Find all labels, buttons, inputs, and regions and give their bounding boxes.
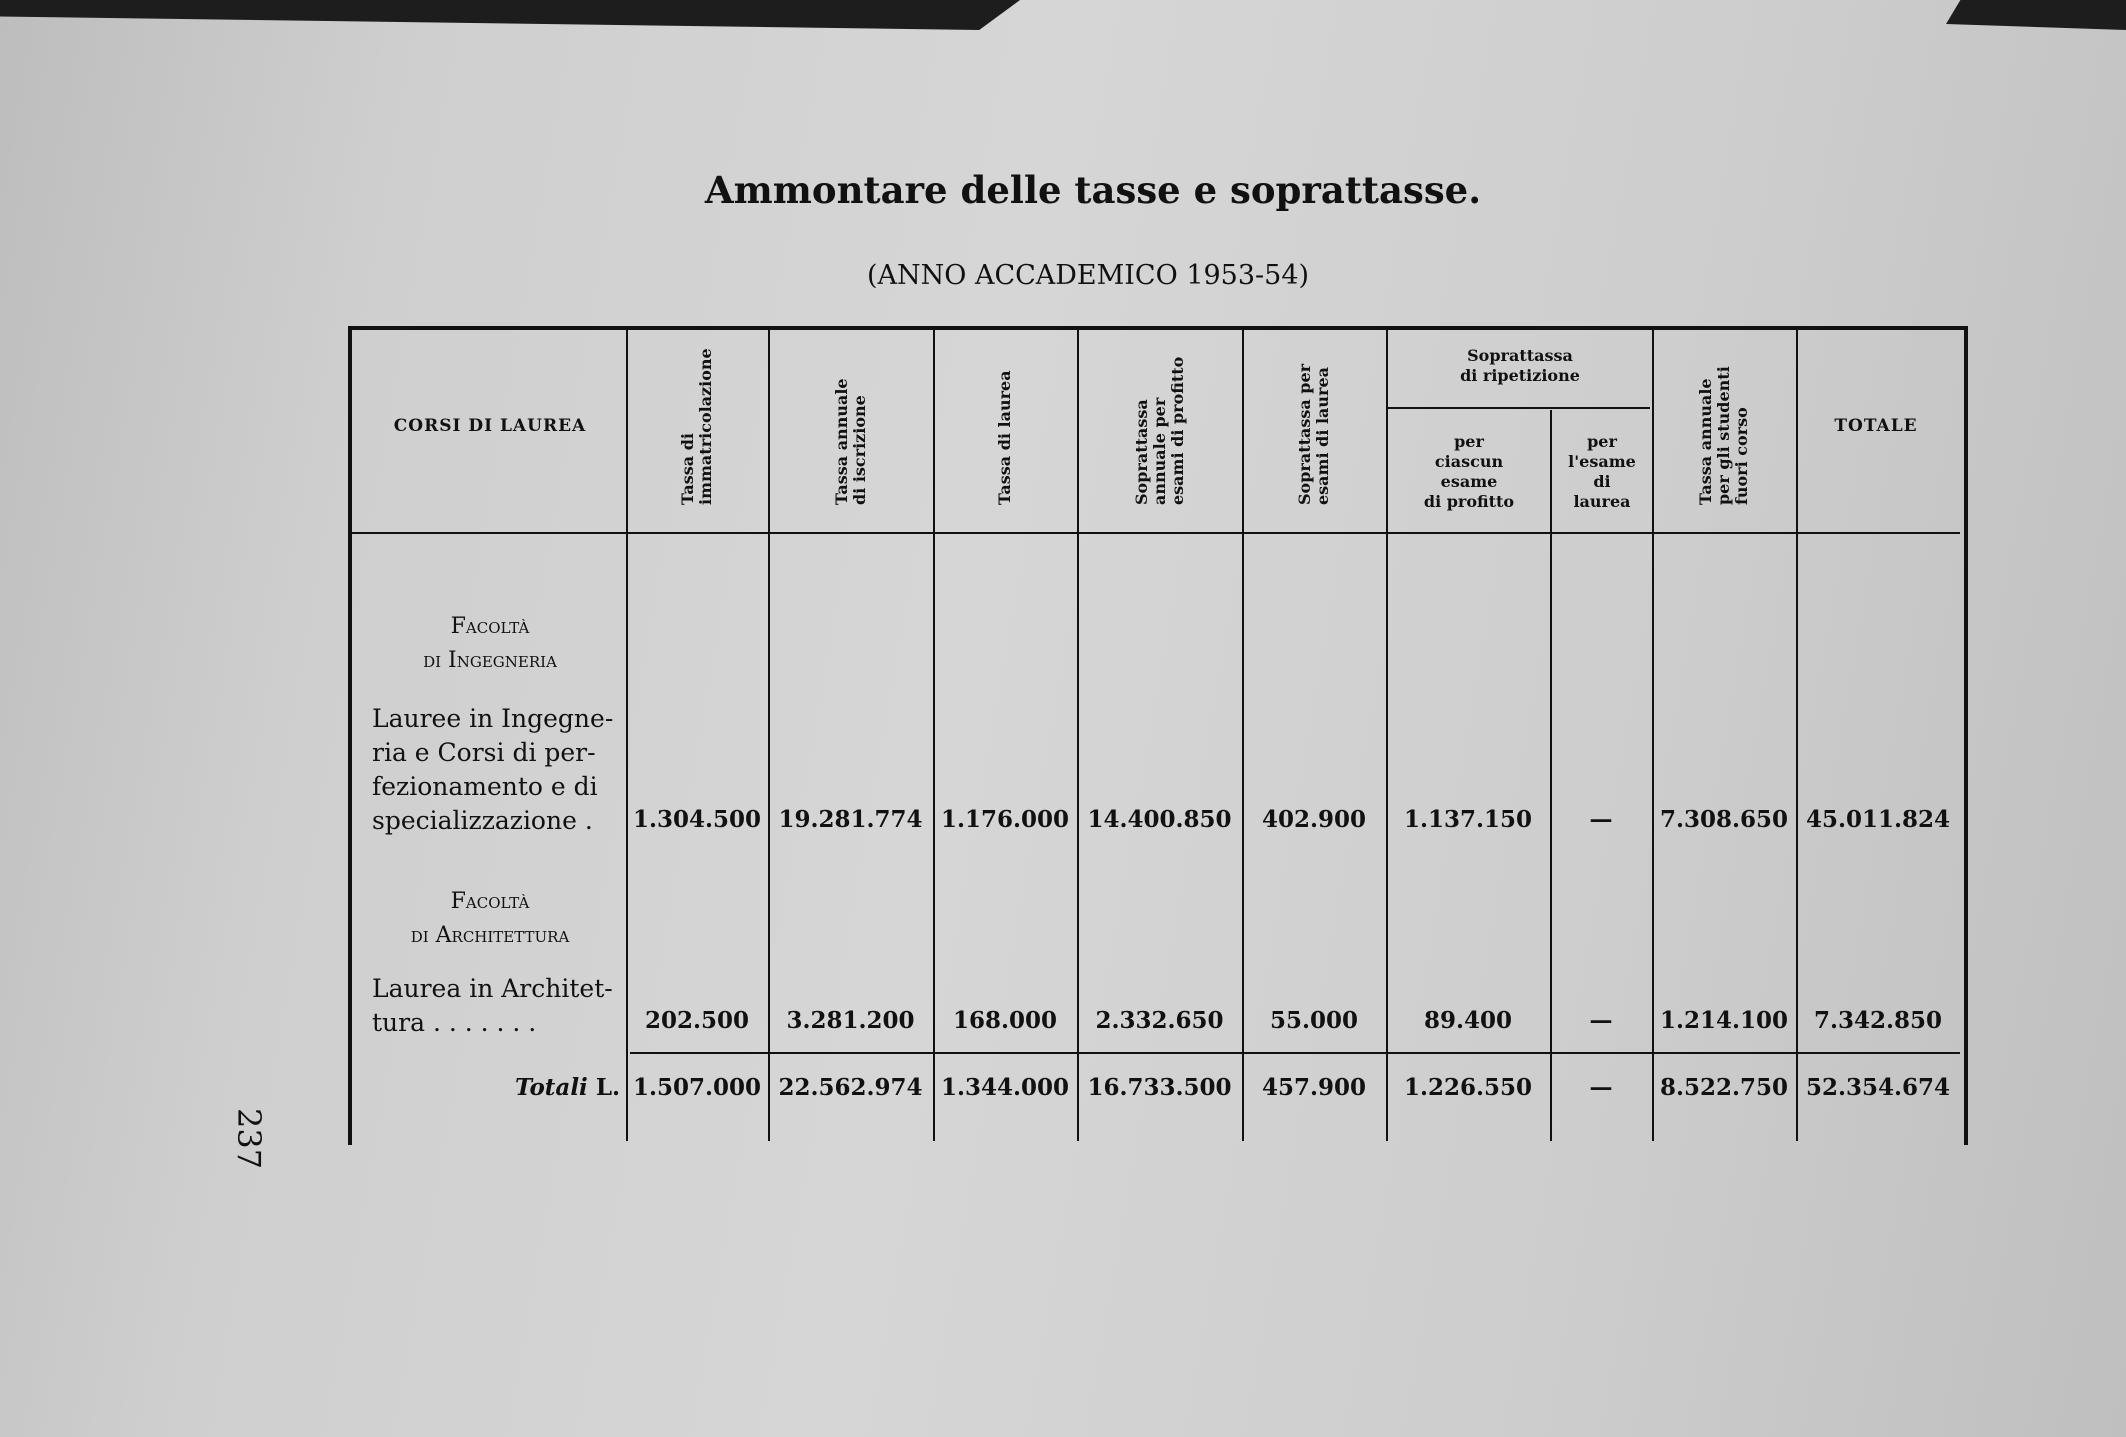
header-totale: TOTALE (1834, 416, 1918, 436)
table-cell: 14.400.850 (1087, 806, 1232, 833)
header-line: annuale per (1150, 397, 1169, 505)
course-line: tura . . . . . . . (372, 1008, 537, 1037)
table-cell: 89.400 (1423, 1007, 1513, 1034)
header-ripetizione (1390, 346, 1650, 386)
table-cell: 45.011.824 (1805, 806, 1951, 833)
header-sopr-laurea (1296, 364, 1332, 505)
page-number: 237 (230, 1108, 268, 1170)
table-cell: — (1589, 1007, 1613, 1034)
header-line: l'esame (1568, 452, 1636, 471)
totals-label-text: Totali (514, 1074, 588, 1101)
table-cell: 1.137.150 (1403, 806, 1533, 833)
table-cell: 7.342.850 (1813, 1007, 1943, 1034)
header-line: laurea (1573, 492, 1631, 511)
course-line: fezionamento e di (372, 772, 598, 801)
table-cell: 16.733.500 (1087, 1074, 1232, 1101)
header-line: per gli studenti (1714, 366, 1733, 505)
course-description (372, 702, 624, 838)
page-title: Ammontare delle tasse e soprattasse. (704, 168, 1482, 212)
header-immatricolazione (679, 348, 715, 505)
header-line: di (1593, 472, 1611, 491)
header-rip-laurea (1552, 432, 1652, 512)
header-line: fuori corso (1732, 407, 1751, 505)
header-line: ciascun (1434, 452, 1504, 471)
header-line: Soprattassa (1467, 346, 1573, 365)
faculty-heading (360, 610, 620, 678)
faculty-line: Facoltà (450, 889, 530, 914)
table-cell: 55.000 (1269, 1007, 1359, 1034)
header-line: per (1454, 432, 1484, 451)
header-corsi: CORSI DI LAUREA (393, 416, 587, 436)
row-rule (352, 532, 1960, 534)
header-line: di profitto (1423, 492, 1515, 511)
page-subtitle: (ANNO ACCADEMICO 1953-54) (866, 260, 1310, 291)
header-laurea (996, 370, 1014, 505)
header-line: Tassa di (678, 433, 697, 505)
table-cell: 3.281.200 (786, 1007, 915, 1034)
table-cell: 22.562.974 (778, 1074, 923, 1101)
header-line: di iscrizione (850, 395, 869, 505)
course-line: Laurea in Architet- (372, 974, 613, 1003)
table-cell: 7.308.650 (1659, 806, 1789, 833)
totals-label (380, 1074, 620, 1101)
table-cell: 1.304.500 (632, 806, 762, 833)
table-cell: 1.176.000 (940, 806, 1070, 833)
header-line: Soprattassa per (1295, 363, 1314, 505)
table-cell: 1.507.000 (632, 1074, 762, 1101)
table-cell: 1.344.000 (940, 1074, 1070, 1101)
header-iscrizione (833, 378, 869, 505)
header-line: esami di laurea (1313, 366, 1332, 505)
table-cell: 1.214.100 (1659, 1007, 1789, 1034)
header-line: esami di profitto (1168, 356, 1187, 505)
table-cell: 168.000 (952, 1007, 1058, 1034)
header-line: Tassa annuale (832, 378, 851, 505)
header-rip-profitto (1388, 432, 1550, 512)
row-rule (1388, 407, 1650, 409)
table-cell: — (1589, 806, 1613, 833)
faculty-heading (360, 885, 620, 953)
header-line: Soprattassa (1132, 399, 1151, 505)
header-line: esame (1440, 472, 1498, 491)
table-cell: 457.900 (1261, 1074, 1367, 1101)
course-line: specializzazione . (372, 806, 593, 835)
header-line: immatricolazione (696, 348, 715, 505)
table-cell: 402.900 (1261, 806, 1367, 833)
course-line: Lauree in Ingegne- (372, 704, 614, 733)
faculty-line: di Architettura (410, 923, 570, 948)
course-line: ria e Corsi di per- (372, 738, 596, 767)
table-cell: 2.332.650 (1095, 1007, 1224, 1034)
header-line: per (1587, 432, 1617, 451)
table-cell: 1.226.550 (1403, 1074, 1533, 1101)
table-cell: 52.354.674 (1805, 1074, 1951, 1101)
header-line: Tassa di laurea (995, 370, 1014, 505)
table-cell: 19.281.774 (778, 806, 923, 833)
row-rule (630, 1052, 1960, 1054)
scan-edge-dark (0, 0, 1020, 30)
header-line: di ripetizione (1460, 366, 1580, 385)
totals-unit: L. (595, 1074, 620, 1101)
table-cell: — (1589, 1074, 1613, 1101)
header-line: Tassa annuale (1696, 378, 1715, 505)
table-cell: 202.500 (644, 1007, 750, 1034)
scan-edge-dark (1946, 0, 2126, 30)
faculty-line: di Ingegneria (423, 648, 557, 673)
table-cell: 8.522.750 (1659, 1074, 1789, 1101)
header-fuori-corso (1697, 366, 1751, 505)
header-sopr-profitto (1133, 357, 1187, 505)
course-description (372, 972, 624, 1040)
faculty-line: Facoltà (450, 614, 530, 639)
